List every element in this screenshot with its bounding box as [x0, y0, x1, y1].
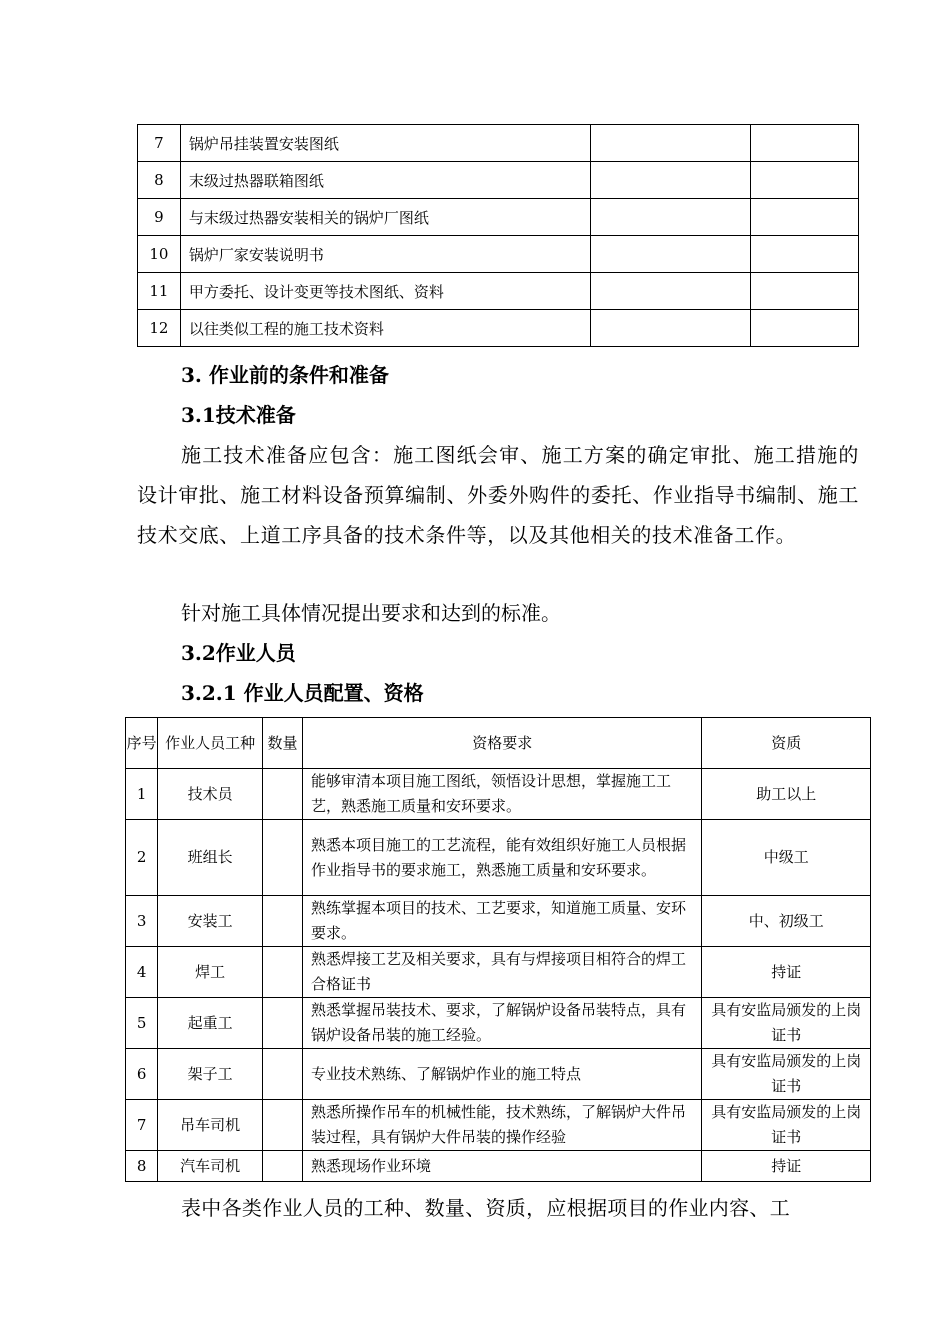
empty-cell [750, 125, 858, 162]
table-row [126, 1100, 871, 1151]
section-3-1-heading: 3.1技术准备 [181, 403, 296, 427]
worker-count [263, 1151, 303, 1182]
requirements: 熟悉现场作业环境 [302, 1151, 701, 1182]
qualification: 持证 [702, 947, 871, 998]
row-number: 6 [126, 1049, 158, 1100]
personnel-table [125, 717, 871, 1182]
requirements: 能够审清本项目施工图纸，领悟设计思想，掌握施工工艺，熟悉施工质量和安环要求。 [302, 769, 701, 820]
header-qualification: 资质 [702, 718, 871, 769]
document-name: 与末级过热器安装相关的锅炉厂图纸 [180, 199, 590, 236]
drawings-table [137, 124, 859, 347]
empty-cell [590, 236, 750, 273]
row-number: 5 [126, 998, 158, 1049]
worker-count [263, 896, 303, 947]
table-row [126, 769, 871, 820]
section-3-1-body-2: 针对施工具体情况提出要求和达到的标准。 [181, 601, 561, 625]
row-number: 8 [126, 1151, 158, 1182]
table-header-row [126, 718, 871, 769]
section-3-heading: 3. 作业前的条件和准备 [181, 363, 389, 387]
section-3-1-body: 施工技术准备应包含：施工图纸会审、施工方案的确定审批、施工措施的设计审批、施工材料设备预算编制、外委外购件的委托、作业指导书编制、施工技术交底、上道工序具备的技术条件等，以及其他相关的技术准备工作。 [137, 443, 859, 547]
empty-cell [590, 125, 750, 162]
requirements: 熟练掌握本项目的技术、工艺要求，知道施工质量、安环要求。 [302, 896, 701, 947]
empty-cell [590, 199, 750, 236]
empty-cell [750, 199, 858, 236]
requirements: 熟悉本项目施工的工艺流程，能有效组织好施工人员根据作业指导书的要求施工，熟悉施工质量和安环要求。 [302, 820, 701, 896]
qualification: 具有安监局颁发的上岗证书 [702, 998, 871, 1049]
qualification: 助工以上 [702, 769, 871, 820]
document-name: 以往类似工程的施工技术资料 [180, 310, 590, 347]
table-row [126, 896, 871, 947]
empty-cell [590, 273, 750, 310]
worker-type: 技术员 [158, 769, 263, 820]
row-number: 2 [126, 820, 158, 896]
row-number: 10 [138, 236, 181, 273]
header-no: 序号 [126, 718, 158, 769]
worker-count [263, 947, 303, 998]
document-name: 甲方委托、设计变更等技术图纸、资料 [180, 273, 590, 310]
worker-type: 吊车司机 [158, 1100, 263, 1151]
worker-type: 架子工 [158, 1049, 263, 1100]
worker-type: 起重工 [158, 998, 263, 1049]
table-row [126, 1151, 871, 1182]
row-number: 1 [126, 769, 158, 820]
worker-type: 安装工 [158, 896, 263, 947]
table-row [126, 1049, 871, 1100]
empty-cell [750, 310, 858, 347]
table-row [126, 820, 871, 896]
row-number: 3 [126, 896, 158, 947]
table-row [138, 310, 859, 347]
worker-type: 班组长 [158, 820, 263, 896]
qualification: 中级工 [702, 820, 871, 896]
worker-type: 焊工 [158, 947, 263, 998]
closing-paragraph: 表中各类作业人员的工种、数量、资质，应根据项目的作业内容、工 [181, 1196, 790, 1220]
requirements: 熟悉掌握吊装技术、要求，了解锅炉设备吊装特点，具有锅炉设备吊装的施工经验。 [302, 998, 701, 1049]
requirements: 熟悉焊接工艺及相关要求，具有与焊接项目相符合的焊工合格证书 [302, 947, 701, 998]
header-type: 作业人员工种 [158, 718, 263, 769]
row-number: 9 [138, 199, 181, 236]
qualification: 中、初级工 [702, 896, 871, 947]
table-row [138, 125, 859, 162]
section-3-2-heading: 3.2作业人员 [181, 641, 296, 665]
table-row [138, 199, 859, 236]
document-name: 末级过热器联箱图纸 [180, 162, 590, 199]
section-3-2-1-heading: 3.2.1 作业人员配置、资格 [181, 681, 424, 705]
worker-count [263, 1049, 303, 1100]
worker-count [263, 998, 303, 1049]
qualification: 具有安监局颁发的上岗证书 [702, 1100, 871, 1151]
empty-cell [590, 310, 750, 347]
empty-cell [750, 162, 858, 199]
empty-cell [750, 273, 858, 310]
worker-type: 汽车司机 [158, 1151, 263, 1182]
row-number: 7 [126, 1100, 158, 1151]
table-row [126, 998, 871, 1049]
table-row [138, 273, 859, 310]
table-row [138, 236, 859, 273]
requirements: 熟悉所操作吊车的机械性能，技术熟练，了解锅炉大件吊装过程，具有锅炉大件吊装的操作经验 [302, 1100, 701, 1151]
worker-count [263, 1100, 303, 1151]
header-requirements: 资格要求 [302, 718, 701, 769]
document-name: 锅炉厂家安装说明书 [180, 236, 590, 273]
requirements: 专业技术熟练、了解锅炉作业的施工特点 [302, 1049, 701, 1100]
qualification: 具有安监局颁发的上岗证书 [702, 1049, 871, 1100]
document-name: 锅炉吊挂装置安装图纸 [180, 125, 590, 162]
table-row [138, 162, 859, 199]
row-number: 12 [138, 310, 181, 347]
row-number: 7 [138, 125, 181, 162]
header-count: 数量 [263, 718, 303, 769]
worker-count [263, 769, 303, 820]
empty-cell [750, 236, 858, 273]
row-number: 8 [138, 162, 181, 199]
row-number: 4 [126, 947, 158, 998]
empty-cell [590, 162, 750, 199]
worker-count [263, 820, 303, 896]
table-row [126, 947, 871, 998]
qualification: 持证 [702, 1151, 871, 1182]
row-number: 11 [138, 273, 181, 310]
